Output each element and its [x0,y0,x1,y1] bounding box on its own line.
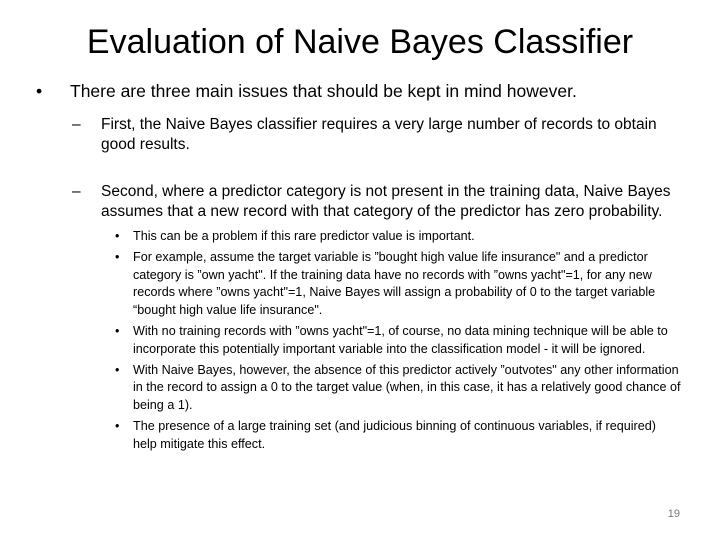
bullet-icon: • [115,418,120,433]
sub-bullet-text: First, the Naive Bayes classifier requires a very large number of records to obtain good results. [101,116,657,153]
detail-bullet-rare-value [0,228,681,246]
sub-bullet-first [0,115,681,155]
bullet-text: There are three main issues that should be kept in mind however. [70,81,577,101]
detail-bullet-outvotes [0,362,681,415]
dash-icon: – [72,183,81,200]
detail-bullet-text: The presence of a large training set (and judicious binning of continuous variables, if required) help mitigate this effect. [133,418,656,451]
bullet-icon: • [115,362,120,377]
detail-bullet-text: With no training records with ”owns yacht"=1, of course, no data mining technique will be able to incorporate this potentially important variable into the classification model - it will be ignored. [133,323,668,356]
slide-body [0,80,720,454]
sub-bullet-second [0,182,681,222]
dash-icon: – [72,116,81,133]
detail-bullet-text: This can be a problem if this rare predictor value is important. [133,229,475,243]
bullet-icon: • [115,323,120,338]
bullet-icon: • [36,81,43,101]
detail-bullet-text: For example, assume the target variable is ”bought high value life insurance" and a predictor category is ”own yacht". If the training data have no records with ”owns yacht"=1, for any new records where ”owns yacht"=1, Naive Bayes will assign a probability of 0 to the target variable “bought high value life insurance". [133,249,656,318]
detail-bullet-no-records [0,323,681,359]
sub-bullet-text: Second, where a predictor category is not present in the training data, Naive Bayes assumes that a new record with that category of the predictor has zero probability. [101,183,671,220]
page-number: 19 [667,508,680,520]
bullet-icon: • [115,229,120,243]
detail-bullet-text: With Naive Bayes, however, the absence of this predictor actively ”outvotes" any other information in the record to assign a 0 to the target value (when, in this case, it has a relatively good chance of being a 1). [133,362,681,413]
slide-title: Evaluation of Naive Bayes Classifier [86,23,634,61]
bullet-icon: • [115,249,120,264]
detail-bullet-example [0,249,681,320]
bullet-main-issues [0,80,690,102]
detail-bullet-training-set [0,418,681,454]
